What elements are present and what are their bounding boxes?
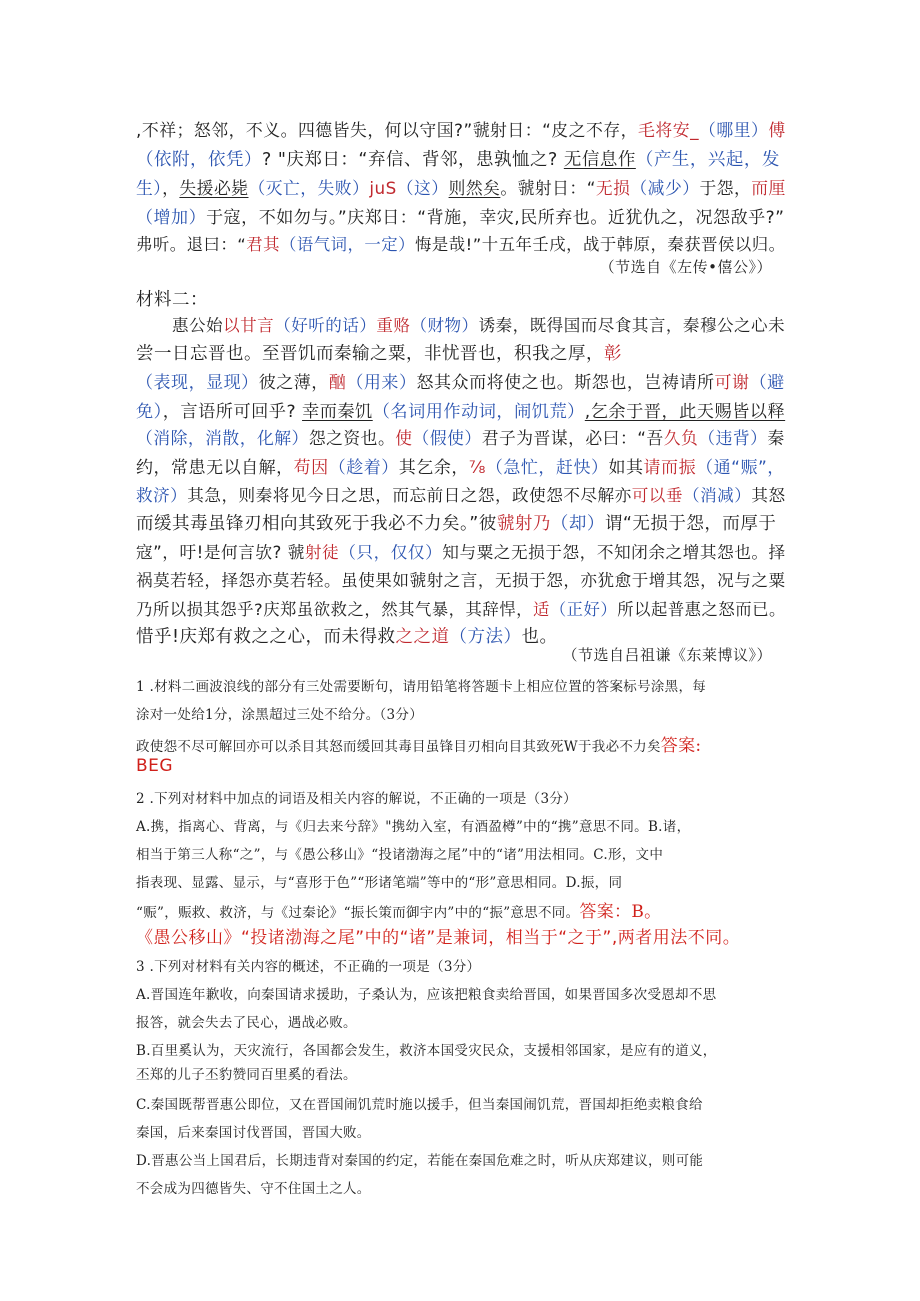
- question-three-option-d-cont: 不会成为四德皆失、守不住国土之人。: [136, 1181, 371, 1197]
- passage-line: [136, 117, 786, 141]
- question-three-option-c-cont: 秦国，后来秦国讨伐晋国，晋国大败。: [136, 1125, 371, 1141]
- annotated-term: 以甘言: [223, 316, 275, 335]
- question-one-answer-label: 答案:: [660, 736, 702, 756]
- annotation-gloss: （通“赈”，: [696, 458, 785, 478]
- annotation-gloss: （只，仅仅）: [339, 543, 443, 562]
- passage-line: [136, 623, 558, 648]
- question-three-option-b-cont: 丕郑的儿子丕豹赞同百里奚的看法。: [136, 1067, 357, 1083]
- passage-text: 于怨，: [699, 178, 752, 198]
- annotation-gloss: （急忙，赶快）: [485, 458, 609, 478]
- passage-text: 。虢射日：“: [500, 178, 596, 198]
- question-three-option-d: D.晋惠公当上国君后，长期违背对秦国的约定，若能在秦国危难之时，听从庆郑建议，则可能: [136, 1153, 704, 1169]
- annotation-gloss: （语气词，一定）: [280, 235, 416, 254]
- passage-line: [136, 539, 786, 563]
- annotation-gloss: （减少）: [630, 178, 700, 198]
- passage-text: 而缓其毒虽锋刃相向其致死于我必不力矣。”彼: [136, 514, 497, 534]
- passage-text: 其乞余，: [398, 458, 469, 478]
- annotation-gloss: （消除，消散，化解）: [136, 428, 309, 448]
- passage-text: ，言语所可回乎?: [162, 402, 303, 422]
- question-one-stem-cont: 涂对一处给1分，涂黑超过三处不给分。（3分）: [136, 707, 424, 723]
- question-two-line-2: 相当于第三人称“之”，与《愚公移山》“投诸渤海之尾”中的“诸”用法相同。C.形，文中: [136, 847, 664, 863]
- passage-text: 弗听。退曰：“: [136, 235, 247, 254]
- question-two-line-4-text: “赈”，赈救、救济，与《过秦论》“振长策而御宇内”中的“振”意思不同。: [136, 905, 580, 921]
- passage-text: 于寇，不如勿与。”庆郑日：“背施，幸灾,民所弃也。近犹仇之，况怨敌乎?”: [206, 208, 785, 228]
- annotation-gloss: （用来）: [346, 373, 417, 393]
- question-one-options: [136, 731, 701, 756]
- passage-text: 惠公始: [172, 316, 224, 335]
- passage-text: 惜乎!庆郑有救之之心，而未得救: [136, 627, 396, 647]
- passage-line: [136, 510, 776, 535]
- material-two-source: （节选自吕祖谦《东莱博议》）: [562, 646, 772, 664]
- passage-text: ,不祥；怒邻，不义。四德皆失，何以守国?”虢射日：“皮之不存，: [136, 120, 639, 140]
- annotated-term: 久负: [663, 428, 699, 448]
- annotation-gloss: （假使）: [412, 428, 482, 448]
- passage-line: [136, 231, 785, 255]
- annotated-term: 彰: [604, 344, 622, 364]
- question-two-stem: 2 .下列对材料中加点的词语及相关内容的解说，不正确的一项是（3分）: [136, 791, 577, 807]
- annotated-term: 酗: [328, 373, 347, 393]
- passage-text: 诱秦，既得国而尽食其言，秦穆公之心未: [478, 316, 786, 335]
- passage-line: [136, 146, 780, 171]
- annotation-gloss: （趁着）: [328, 458, 399, 478]
- passage-line: [136, 175, 786, 199]
- question-three-option-c: C.秦国既帮晋惠公即位，又在晋国闹饥荒时施以援手，但当秦国闹饥荒，晋国却拒绝卖粮食给: [136, 1097, 703, 1113]
- passage-text: 无信息作: [563, 150, 636, 170]
- passage-text: 怨之资也。: [308, 428, 396, 448]
- passage-text: 也。: [521, 627, 558, 647]
- passage-text: 怒其众而将使之也。斯怨也，岂祷请所: [416, 373, 715, 393]
- question-three-option-b: B.百里奚认为，天灾流行，各国都会发生，救济本国受灾民众，支援相邻国家，是应有的道义，: [136, 1043, 717, 1059]
- passage-one-source: （节选自《左传•僖公》）: [599, 258, 772, 276]
- annotation-gloss: （消减）: [683, 486, 752, 505]
- passage-line: [136, 340, 622, 365]
- annotated-term: 虢射乃: [496, 514, 551, 534]
- passage-text: 所以起普惠之怒而已。: [617, 600, 786, 619]
- passage-text: 幸而秦饥: [302, 402, 373, 422]
- passage-text: 如其: [608, 458, 644, 478]
- annotated-term: 可谢: [714, 373, 750, 393]
- passage-line: [172, 312, 785, 336]
- annotation-gloss: （却）: [550, 514, 605, 534]
- passage-text: 约，常患无以自解，: [136, 458, 294, 478]
- passage-line: [136, 453, 785, 478]
- passage-text: 其怒: [751, 486, 786, 505]
- question-one-answer: BEG: [136, 756, 174, 776]
- passage-text: 彼之薄，: [258, 373, 329, 393]
- annotation-gloss: （正好）: [549, 600, 618, 619]
- annotation-gloss: （违背）: [698, 428, 768, 448]
- passage-text: 则然矣: [448, 178, 501, 198]
- question-two-line-4: [136, 897, 661, 922]
- passage-line: [136, 397, 785, 422]
- passage-text: 乃所以损其怨乎?庆郑虽欲救之，然其气暴，其辞悍，: [136, 600, 533, 619]
- annotated-term: 使: [395, 428, 413, 448]
- passage-line: [136, 482, 786, 506]
- passage-text: 其急，则秦将见今日之思，而忘前日之怨，政使怨不尽解亦: [187, 486, 632, 505]
- question-three-stem: 3 .下列对材料有关内容的概述，不正确的一项是（3分）: [136, 959, 481, 975]
- passage-line: [136, 203, 785, 228]
- annotated-term: juS: [369, 178, 397, 198]
- passage-text: 知与粟之无损于怨，不知闭余之增其怨也。择: [442, 543, 786, 562]
- annotated-term: 毛将安_: [638, 120, 699, 140]
- passage-text: ，: [162, 178, 180, 198]
- annotation-gloss: （好听的话）: [274, 316, 377, 335]
- question-two-answer-label: 答案：B。: [579, 902, 662, 922]
- passage-text: 尝一日忘晋也。至晋饥而秦输之粟，非忧晋也，积我之厚，: [136, 344, 604, 364]
- annotated-term: 重赂: [376, 316, 411, 335]
- annotation-gloss: （产生，兴起，发: [635, 150, 780, 170]
- annotation-gloss: （表现，显现）: [136, 373, 259, 393]
- annotated-term: 傅: [768, 120, 786, 140]
- passage-text: 寇”，吁!是何言欤? 虢: [136, 543, 305, 562]
- passage-text: 君子为晋谋，必曰：“吾: [481, 428, 664, 448]
- annotated-term: 可以垂: [631, 486, 683, 505]
- annotation-gloss: 救济）: [136, 486, 188, 505]
- question-three-option-a: A.晋国连年歉收，向秦国请求援助，子桑认为，应该把粮食卖给晋国，如果晋国多次受恩却不思: [136, 987, 717, 1003]
- annotation-gloss: （哪里）: [699, 120, 769, 140]
- passage-text: 祸莫若轻，择怨亦莫若轻。虽使果如虢射之言，无损于怨，亦犹愈于增其怨，况与之粟: [136, 571, 786, 590]
- annotated-term: 适: [532, 600, 550, 619]
- passage-text: 悔是哉!”十五年壬戌，战于韩原，秦获晋侯以归。: [415, 235, 786, 254]
- question-one-option-text: 政使怨不尽可解回亦可以杀目其怒而缓回其毒目虽锋目刃相向目其致死W于我必不力矣: [136, 739, 661, 755]
- annotation-gloss: （增加）: [136, 208, 207, 228]
- annotated-term: 请而振: [643, 458, 697, 478]
- annotated-term: 苟因: [293, 458, 329, 478]
- annotation-gloss: （依附，依凭）: [136, 150, 262, 170]
- annotation-gloss: 免）: [136, 402, 163, 422]
- annotated-term: 君其: [246, 235, 280, 254]
- annotation-gloss: （名词用作动词，闹饥荒）: [372, 402, 585, 422]
- passage-text: 谓“无损于怨，而厚于: [604, 514, 777, 534]
- annotation-gloss: （财物）: [410, 316, 479, 335]
- passage-line: [136, 567, 786, 591]
- passage-text: ? "庆郑日：“弃信、背邻，患孰恤之?: [262, 150, 564, 170]
- passage-line: [136, 596, 786, 620]
- passage-text: ,乞余于晋，此天赐皆以释: [584, 402, 786, 422]
- passage-text: 失援必毙: [179, 178, 249, 198]
- annotation-gloss: （这）: [396, 178, 449, 198]
- annotation-gloss: （避: [749, 373, 785, 393]
- question-two-explanation: 《愚公移山》“投诸渤海之尾”中的“诸”是兼词，相当于“之于”,两者用法不同。: [136, 928, 741, 948]
- passage-text: 秦: [767, 428, 785, 448]
- annotated-term: 而厘: [751, 178, 786, 198]
- annotated-term: 之之道: [395, 627, 450, 647]
- passage-line: [136, 425, 785, 449]
- annotated-term: ⅞: [468, 458, 486, 478]
- passage-line: [136, 368, 785, 393]
- question-two-line-3: 指表现、显露、显示，与“喜形于色”“形诸笔端”等中的“形”意思相同。D.振，同: [136, 875, 623, 891]
- annotation-gloss: （灭亡，失败）: [248, 178, 370, 198]
- material-two-heading: 材料二：: [136, 290, 208, 310]
- annotation-gloss: （方法）: [449, 627, 522, 647]
- question-three-option-a-cont: 报答，就会失去了民心，遇战必败。: [136, 1015, 357, 1031]
- annotated-term: 无损: [595, 178, 631, 198]
- question-one-stem: 1 .材料二画波浪线的部分有三处需要断句，请用铅笔将答题卡上相应位置的答案标号涂黑，每: [136, 679, 707, 695]
- question-two-line-1: A.携，指离心、背离，与《归去来兮辞》"携幼入室，有酒盈樽”中的“携”意思不同。B.诸，: [136, 819, 691, 835]
- annotation-gloss: 生）: [136, 178, 163, 198]
- annotated-term: 射徒: [304, 543, 340, 562]
